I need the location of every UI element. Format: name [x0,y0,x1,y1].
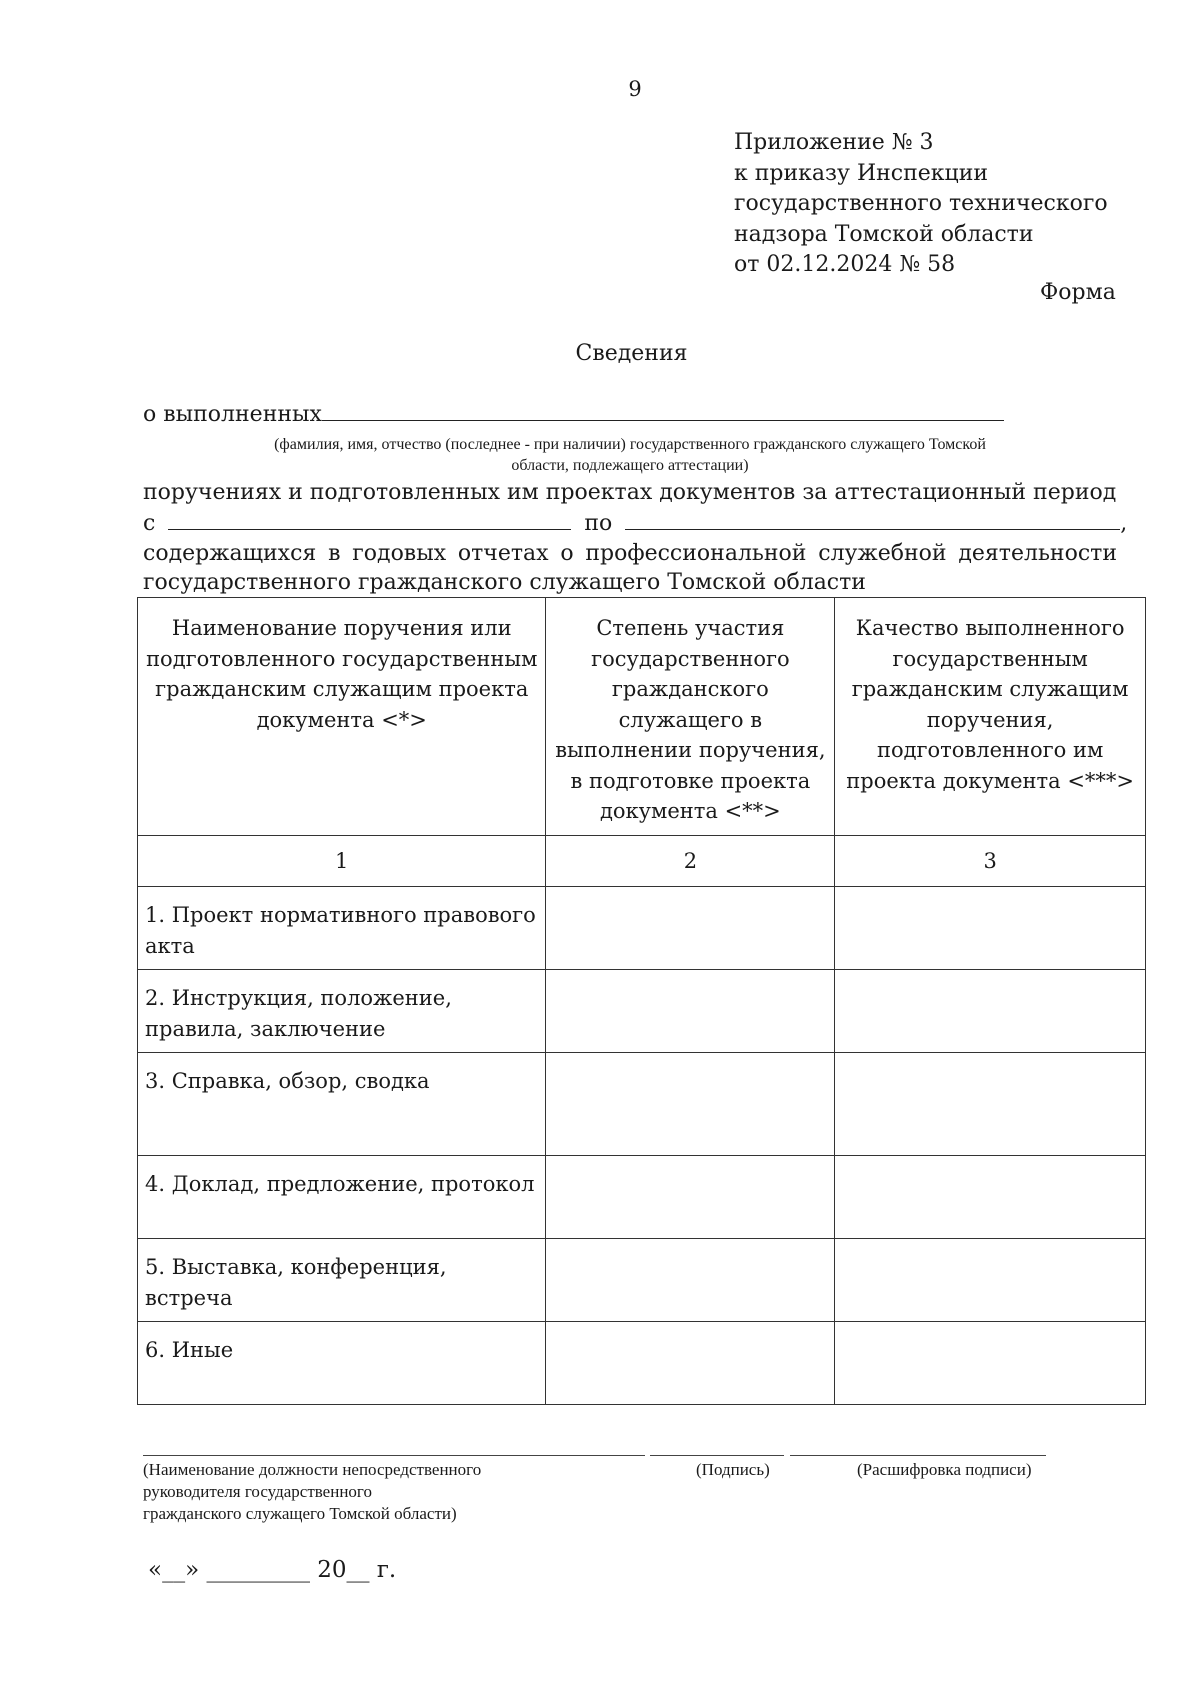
header-line: проекта документа <***> [846,768,1135,793]
header-line: подготовленного им [876,738,1104,762]
row-label-line: 2. Инструкция, положение, [145,986,452,1010]
quality-cell[interactable] [835,1239,1146,1322]
header-line: документа <*> [256,707,427,732]
contained-text-line-2: государственного гражданского служащего Томской области [143,570,866,595]
period-to-fill[interactable] [625,511,1120,530]
header-line: гражданским служащим проекта [155,677,529,701]
page-number: 9 [628,77,642,101]
appendix-line: надзора Томской области [734,221,1034,247]
row-label [138,1053,546,1156]
name-fill-line[interactable] [322,402,1004,421]
column-number: 2 [546,836,835,887]
quality-cell[interactable] [835,1156,1146,1239]
form-label: Форма [1040,280,1116,305]
appendix-block [734,128,1108,281]
table-row [138,1053,1146,1156]
table-row [138,970,1146,1053]
header-line: подготовленного государственным [146,646,538,671]
header-line: поручения, [926,707,1054,732]
signature-sign-line[interactable] [650,1455,784,1456]
participation-cell[interactable] [546,970,835,1053]
assignments-table [137,597,1146,1405]
table-row [138,1322,1146,1405]
header-line: выполнении поручения, [555,738,826,762]
quality-cell[interactable] [835,1322,1146,1405]
appendix-line: к приказу Инспекции [734,160,989,186]
intro-prefix: о выполненных [143,402,322,427]
quality-cell[interactable] [835,887,1146,970]
appendix-line: от 02.12.2024 № 58 [734,252,956,277]
row-label [138,1239,546,1322]
signature-caption: (Подпись) [696,1460,770,1479]
table-row [138,1156,1146,1239]
period-from-label: с [143,511,156,536]
period-text: поручениях и подготовленных им проектах документов за аттестационный период [143,480,1117,505]
row-label-line: 6. Иные [145,1338,234,1362]
position-caption-line: (Наименование должности непосредственного [143,1460,482,1479]
name-caption-line: области, подлежащего аттестации) [511,457,749,474]
quality-cell[interactable] [835,970,1146,1053]
participation-cell[interactable] [546,887,835,970]
row-label-line: акта [145,933,195,958]
table-row [138,887,1146,970]
column-number: 1 [138,836,546,887]
header-line: государственного [591,646,790,671]
participation-cell[interactable] [546,1053,835,1156]
period-end-comma: , [1120,511,1128,536]
header-line: государственным [892,646,1088,671]
decryption-caption: (Расшифровка подписи) [857,1460,1032,1479]
participation-cell[interactable] [546,1322,835,1405]
header-line: служащего в [618,707,763,732]
quality-cell[interactable] [835,1053,1146,1156]
document-title: Сведения [575,341,688,366]
row-label-line: 5. Выставка, конференция, встреча [145,1255,447,1310]
row-label [138,1156,546,1239]
header-line: гражданского [611,677,769,701]
period-to-label: по [584,511,613,536]
row-label-line: 1. Проект нормативного правового [145,903,536,927]
column-number-row [138,836,1146,887]
header-line: Наименование поручения или [171,616,512,640]
header-line: в подготовке проекта [570,768,811,793]
contained-text-line-1: содержащихся в годовых отчетах о профессиональной служебной деятельности [143,541,1117,566]
header-cell-participation [546,598,835,836]
table-row [138,1239,1146,1322]
header-line: гражданским служащим [851,677,1129,701]
position-caption-line: гражданского служащего Томской области) [143,1504,457,1523]
header-line: документа <**> [599,799,781,823]
decryption-sign-line[interactable] [790,1455,1046,1456]
intro-line [143,402,1004,427]
period-range-line [143,509,1128,538]
appendix-line: Приложение № 3 [734,130,934,155]
period-from-fill[interactable] [168,511,571,530]
position-caption [143,1459,481,1525]
participation-cell[interactable] [546,1239,835,1322]
position-caption-line: руководителя государственного [143,1482,372,1501]
appendix-line: государственного технического [734,191,1108,216]
header-line: Степень участия [596,616,785,640]
row-label-line: 3. Справка, обзор, сводка [145,1069,430,1093]
row-label-line: 4. Доклад, предложение, протокол [145,1172,535,1196]
date-line: «__» _________ 20__ г. [148,1557,397,1583]
header-line: Качество выполненного [855,616,1125,640]
row-label [138,970,546,1053]
position-sign-line[interactable] [143,1455,645,1456]
row-label-line: правила, заключение [145,1016,386,1041]
header-cell-quality [835,598,1146,836]
row-label [138,887,546,970]
participation-cell[interactable] [546,1156,835,1239]
table-header-row [138,598,1146,836]
name-caption [143,434,1117,476]
header-cell-name [138,598,546,836]
name-caption-line: (фамилия, имя, отчество (последнее - при наличии) государственного гражданского служащего Томской [274,436,986,453]
row-label [138,1322,546,1405]
column-number: 3 [835,836,1146,887]
